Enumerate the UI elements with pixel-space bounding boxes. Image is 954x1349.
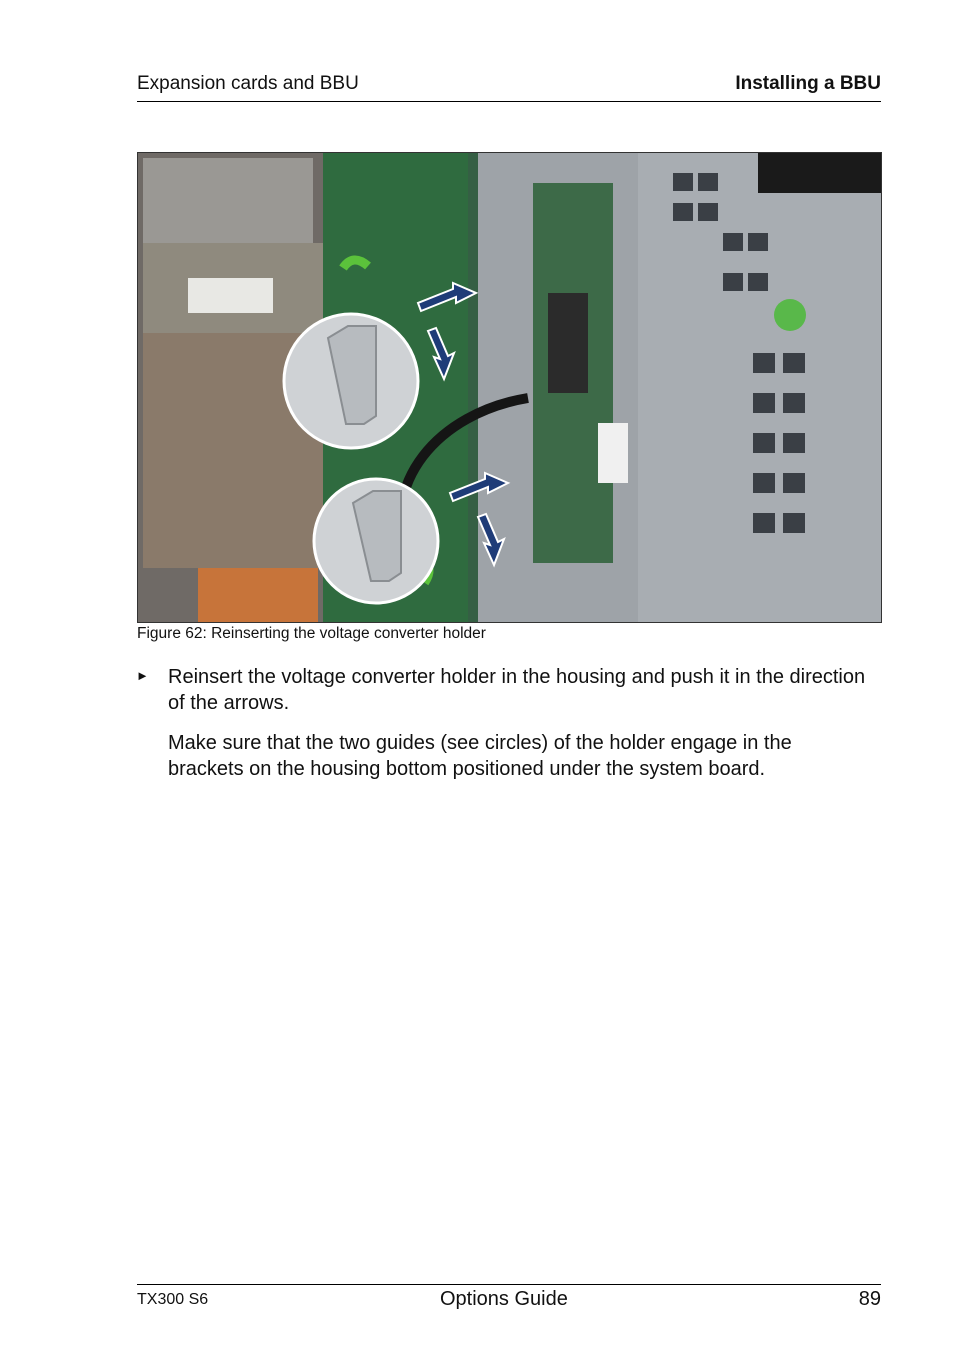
page-number: 89 (858, 1288, 881, 1310)
instruction-note: Make sure that the two guides (see circles) of the holder engage in the brackets on the housing bottom positioned under the system board. (168, 732, 792, 780)
green-thumbscrew (774, 299, 806, 331)
footer-document-title: Options Guide (440, 1288, 568, 1310)
drive-cage (638, 153, 881, 622)
header-chapter-title: Installing a BBU (735, 73, 881, 94)
figure-photo (137, 152, 882, 623)
bullet-arrow-icon: ► (136, 668, 149, 683)
header-section-title: Expansion cards and BBU (137, 73, 359, 94)
figure-caption: Figure 62: Reinserting the voltage converter holder (137, 625, 486, 642)
footer-model: TX300 S6 (137, 1291, 209, 1308)
footer-divider (137, 1284, 881, 1285)
header-divider (137, 101, 881, 102)
instruction-step: Reinsert the voltage converter holder in the housing and push it in the direction of the arrows. (168, 666, 866, 714)
